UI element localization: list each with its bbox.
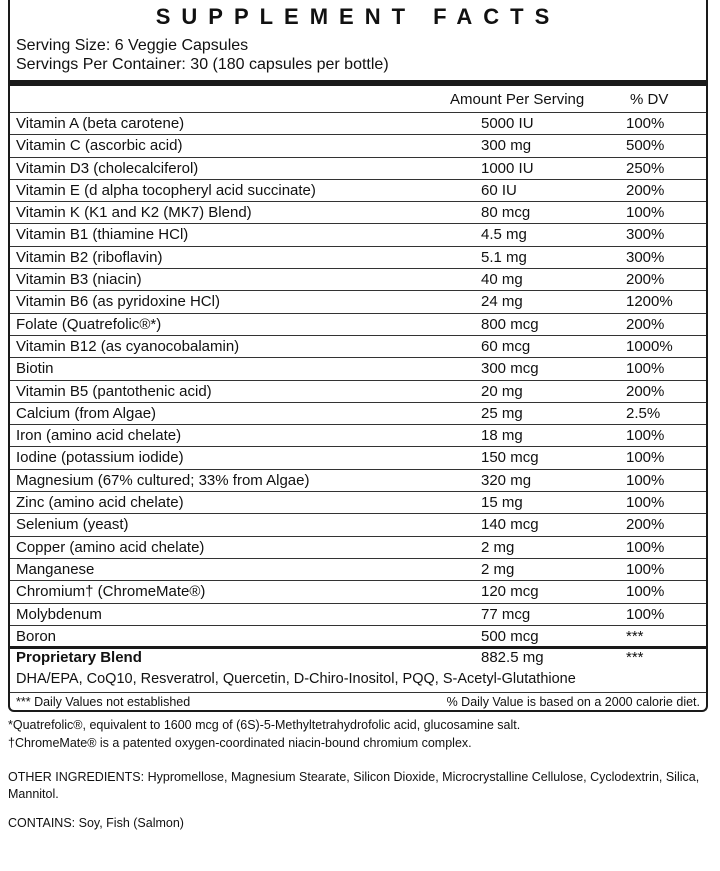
nutrient-name: Boron — [16, 627, 57, 645]
nutrient-name: Vitamin B2 (riboflavin) — [16, 248, 163, 266]
nutrient-name: Iron (amino acid chelate) — [16, 427, 182, 445]
nutrient-amount: 300 mg — [481, 137, 532, 155]
nutrient-row — [10, 179, 706, 201]
nutrient-name: Vitamin K (K1 and K2 (MK7) Blend) — [16, 204, 252, 222]
nutrient-rows — [10, 112, 706, 647]
nutrient-row — [10, 157, 706, 179]
nutrient-name: Manganese — [16, 560, 95, 578]
nutrient-dv: *** — [626, 627, 644, 645]
nutrient-amount: 4.5 mg — [481, 226, 527, 244]
nutrient-dv: 100% — [626, 449, 665, 467]
nutrient-dv: 100% — [626, 471, 665, 489]
blend-dv: *** — [626, 649, 644, 666]
note-chromemate: †ChromeMate® is a patented oxygen-coordinated niacin-bound chromium complex. — [8, 736, 472, 750]
other-ingredients: OTHER INGREDIENTS: Hypromellose, Magnesium Stearate, Silicon Dioxide, Microcrystalline Cellulose, Cyclodextrin, Silica, Mannitol. — [8, 770, 700, 801]
nutrient-row — [10, 603, 706, 625]
footnote-dv-not-established: *** Daily Values not established — [16, 695, 191, 709]
nutrient-name: Selenium (yeast) — [16, 516, 129, 534]
nutrient-row — [10, 223, 706, 245]
nutrient-amount: 120 mcg — [481, 583, 539, 601]
nutrient-amount: 20 mg — [481, 382, 523, 400]
nutrient-amount: 5000 IU — [481, 115, 534, 132]
contains-allergens: CONTAINS: Soy, Fish (Salmon) — [8, 816, 184, 830]
nutrient-amount: 5.1 mg — [481, 248, 527, 266]
nutrient-amount: 15 mg — [481, 494, 523, 512]
nutrient-row — [10, 380, 706, 402]
nutrient-row — [10, 313, 706, 335]
nutrient-amount: 80 mcg — [481, 204, 531, 222]
nutrient-dv: 200% — [626, 181, 665, 199]
nutrient-name: Vitamin B3 (niacin) — [16, 271, 142, 289]
nutrient-row — [10, 201, 706, 223]
nutrient-dv: 200% — [626, 516, 665, 534]
nutrient-row — [10, 134, 706, 156]
nutrient-name: Magnesium (67% cultured; 33% from Algae) — [16, 471, 310, 489]
nutrient-name: Folate (Quatrefolic®*) — [16, 315, 162, 333]
blend-name: Proprietary Blend — [16, 649, 142, 666]
nutrient-row — [10, 491, 706, 513]
nutrient-amount: 140 mcg — [481, 516, 539, 534]
nutrient-dv: 200% — [626, 271, 665, 289]
nutrient-amount: 2 mg — [481, 538, 515, 556]
nutrient-amount: 1000 IU — [481, 159, 534, 177]
nutrient-name: Vitamin B12 (as cyanocobalamin) — [16, 337, 240, 355]
nutrient-dv: 100% — [626, 605, 665, 623]
nutrient-name: Vitamin D3 (cholecalciferol) — [16, 159, 199, 177]
blend-ingredients: DHA/EPA, CoQ10, Resveratrol, Quercetin, D-Chiro-Inositol, PQQ, S-Acetyl-Glutathione — [16, 671, 576, 687]
nutrient-name: Vitamin C (ascorbic acid) — [16, 137, 183, 155]
nutrient-dv: 1000% — [626, 337, 673, 355]
nutrient-name: Copper (amino acid chelate) — [16, 538, 205, 556]
nutrient-amount: 60 mcg — [481, 337, 531, 355]
nutrient-amount: 150 mcg — [481, 449, 539, 467]
nutrient-dv: 1200% — [626, 293, 673, 311]
nutrient-row — [10, 446, 706, 468]
nutrient-dv: 2.5% — [626, 404, 661, 422]
nutrient-dv: 500% — [626, 137, 665, 155]
nutrient-row — [10, 424, 706, 446]
thick-divider — [10, 80, 706, 86]
nutrient-name: Vitamin B6 (as pyridoxine HCl) — [16, 293, 220, 311]
nutrient-row — [10, 112, 706, 134]
nutrient-dv: 300% — [626, 248, 665, 266]
nutrient-row — [10, 469, 706, 491]
panel-title: SUPPLEMENT FACTS — [155, 4, 561, 29]
nutrient-row — [10, 580, 706, 602]
nutrient-amount: 40 mg — [481, 271, 523, 289]
nutrient-dv: 200% — [626, 315, 665, 333]
footnote-calorie-diet: % Daily Value is based on a 2000 calorie diet. — [446, 695, 700, 709]
nutrient-amount: 24 mg — [481, 293, 523, 311]
nutrient-name: Biotin — [16, 360, 54, 378]
nutrient-row — [10, 513, 706, 535]
nutrient-row — [10, 335, 706, 357]
nutrient-row — [10, 536, 706, 558]
footnote-divider — [10, 692, 706, 693]
nutrient-row — [10, 625, 706, 647]
servings-per-container: Servings Per Container: 30 (180 capsules per bottle) — [16, 56, 389, 73]
note-quatrefolic: *Quatrefolic®, equivalent to 1600 mcg of (6S)-5-Methyltetrahydrofolic acid, glucosamine salt. — [8, 718, 521, 732]
serving-size: Serving Size: 6 Veggie Capsules — [16, 37, 249, 54]
nutrient-dv: 100% — [626, 494, 665, 512]
nutrient-name: Vitamin E (d alpha tocopheryl acid succinate) — [16, 181, 316, 199]
nutrient-dv: 100% — [626, 115, 665, 132]
nutrient-amount: 2 mg — [481, 560, 515, 578]
nutrient-row — [10, 290, 706, 312]
nutrient-amount: 320 mg — [481, 471, 532, 489]
nutrient-name: Chromium† (ChromeMate®) — [16, 583, 206, 601]
nutrient-amount: 800 mcg — [481, 315, 539, 333]
nutrient-dv: 200% — [626, 382, 665, 400]
nutrient-name: Zinc (amino acid chelate) — [16, 494, 184, 512]
nutrient-amount: 77 mcg — [481, 605, 531, 623]
header-amount: Amount Per Serving — [450, 91, 585, 108]
nutrient-row — [10, 357, 706, 379]
nutrient-dv: 100% — [626, 583, 665, 601]
nutrient-dv: 100% — [626, 360, 665, 378]
header-dv: % DV — [630, 91, 669, 108]
nutrient-name: Vitamin A (beta carotene) — [16, 115, 185, 132]
nutrient-amount: 25 mg — [481, 404, 523, 422]
nutrient-amount: 300 mcg — [481, 360, 539, 378]
nutrient-name: Molybdenum — [16, 605, 102, 623]
nutrient-name: Calcium (from Algae) — [16, 404, 157, 422]
nutrient-name: Iodine (potassium iodide) — [16, 449, 184, 467]
nutrient-name: Vitamin B1 (thiamine HCl) — [16, 226, 189, 244]
supplement-facts-panel — [8, 0, 708, 712]
blend-amount: 882.5 mg — [481, 649, 544, 666]
nutrient-dv: 100% — [626, 538, 665, 556]
nutrient-dv: 250% — [626, 159, 665, 177]
nutrient-row — [10, 246, 706, 268]
nutrient-row — [10, 402, 706, 424]
nutrient-dv: 100% — [626, 560, 665, 578]
nutrient-dv: 100% — [626, 427, 665, 445]
nutrient-amount: 500 mcg — [481, 627, 539, 645]
nutrient-row — [10, 268, 706, 290]
nutrient-name: Vitamin B5 (pantothenic acid) — [16, 382, 212, 400]
nutrient-dv: 300% — [626, 226, 665, 244]
nutrient-dv: 100% — [626, 204, 665, 222]
nutrient-amount: 60 IU — [481, 181, 517, 199]
nutrient-amount: 18 mg — [481, 427, 523, 445]
nutrient-row — [10, 558, 706, 580]
